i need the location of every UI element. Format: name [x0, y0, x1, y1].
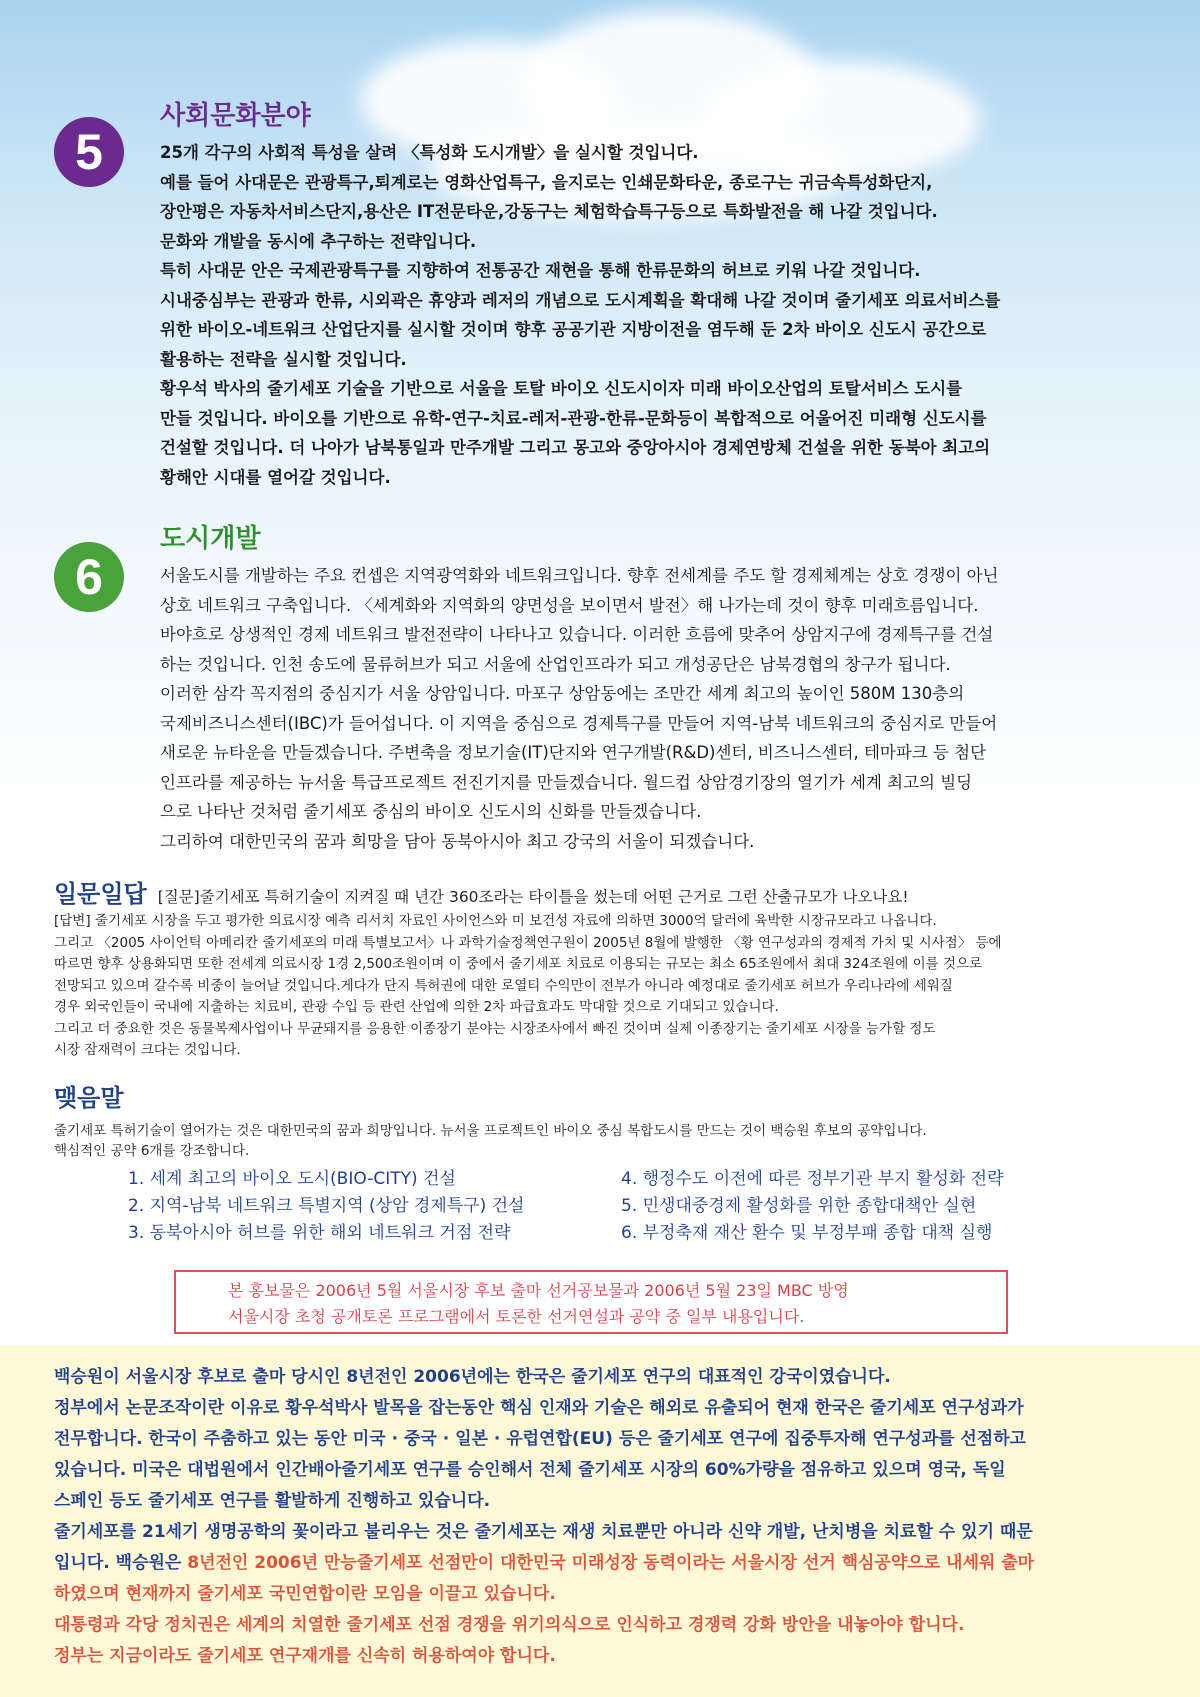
section-6-badge: 6 [54, 542, 124, 612]
notice-line: 본 홍보물은 2006년 5월 서울시장 후보 출마 선거공보물과 2006년 5월 23일 MBC 방영 [228, 1281, 849, 1300]
pledge-column-left [128, 1166, 524, 1247]
qa-question-row [54, 880, 1164, 911]
qa-answer-line: [답변] 줄기세포 시장을 두고 평가한 의료시장 예측 리서치 자료인 사이언스와 미 보건성 자료에 의하면 3000억 달러에 육박한 시장규모라고 나옵니다. [54, 913, 937, 929]
section-5-line: 건설할 것입니다. 더 나아가 남북통일과 만주개발 그리고 몽고와 중앙아시아 경제연방체 건설을 위한 동북아 최고의 [160, 438, 991, 457]
pledge-item: 4. 행정수도 이전에 따른 정부기관 부지 활성화 전략 [621, 1169, 1004, 1189]
footer-panel [0, 1346, 1200, 1697]
footer-line: 하였으며 현재까지 줄기세포 국민연합이란 모임을 이끌고 있습니다. [54, 1584, 556, 1604]
section-6-line: 이러한 삼각 꼭지점의 중심지가 서울 상암입니다. 마포구 상암동에는 조만간 세계 최고의 높이인 580M 130층의 [160, 684, 965, 703]
pledge-item: 6. 부정축재 재산 환수 및 부정부패 종합 대책 실행 [621, 1223, 993, 1243]
section-6-line: 상호 네트워크 구축입니다. 〈세계화와 지역화의 양면성을 보이면서 발전〉해 나가는데 것이 향후 미래흐름입니다. [160, 595, 979, 615]
footer-text [54, 1362, 1034, 1672]
section-5-line: 특히 사대문 안은 국제관광특구를 지향하여 전통공간 재현을 통해 한류문화의 허브로 키워 나갈 것입니다. [160, 261, 921, 280]
section-5-title: 사회문화분야 [160, 101, 311, 131]
section-5-line: 문화와 개발을 동시에 추구하는 전략입니다. [160, 231, 477, 251]
pledge-item: 2. 지역-남북 네트워크 특별지역 (상암 경제특구) 건설 [128, 1196, 525, 1216]
notice-box [174, 1270, 1008, 1334]
footer-line: 스페인 등도 줄기세포 연구를 활발하게 진행하고 있습니다. [54, 1491, 491, 1511]
section-6-line: 인프라를 제공하는 뉴서울 특급프로젝트 전진기지를 만들겠습니다. 월드컵 상암경기장의 열기가 세계 최고의 빌딩 [160, 772, 973, 792]
qa-answer-line: 따르면 향후 상용화되면 또한 전세계 의료시장 1경 2,500조원이며 이 중에서 줄기세포 치료로 이용되는 규모는 최소 65조원에서 최대 324조원에 이를 것으로 [54, 956, 983, 972]
footer-line-blue: 입니다. 백승원은 [54, 1553, 188, 1573]
closing-section [54, 1083, 1164, 1161]
closing-title: 맺음말 [54, 1084, 124, 1112]
footer-line: 전무합니다. 한국이 주춤하고 있는 동안 미국 · 중국 · 일본 · 유럽연합(EU) 등은 줄기세포 연구에 집중투자해 연구성과를 선점하고 [54, 1429, 1027, 1449]
section-5-line: 25개 각구의 사회적 특성을 살려 〈특성화 도시개발〉을 실시할 것입니다. [160, 143, 699, 162]
qa-question: [질문]줄기세포 특허기술이 지켜질 때 년간 360조라는 타이틀을 썼는데 어떤 근거로 그런 산출규모가 나오나요! [157, 888, 909, 906]
closing-line: 줄기세포 특허기술이 열어가는 것은 대한민국의 꿈과 희망입니다. 뉴서울 프로젝트인 바이오 중심 복합도시를 만드는 것이 백승원 후보의 공약입니다. [54, 1123, 927, 1139]
qa-answer-line: 그리고 〈2005 사이언틱 아메리칸 줄기세포의 미래 특별보고서〉나 과학기술정책연구원이 2005년 8월에 발행한 〈황 연구성과의 경제적 가치 및 시사점〉 등에 [54, 934, 1002, 951]
qa-answer-line: 경우 외국인들이 국내에 지출하는 치료비, 관광 수입 등 관련 산업에 의한 2차 파급효과도 막대할 것으로 기대되고 있습니다. [54, 999, 779, 1015]
qa-answer-line: 전망되고 있으며 갈수록 비중이 늘어날 것입니다.게다가 단지 특허권에 대한 로열티 수익만이 전부가 아니라 예정대로 줄기세포 허브가 우리나라에 세워질 [54, 977, 953, 994]
section-5-line: 예를 들어 사대문은 관광특구,퇴계로는 영화산업특구, 을지로는 인쇄문화타운, 종로구는 귀금속특성화단지, [160, 172, 933, 192]
section-5-line: 황우석 박사의 줄기세포 기술을 기반으로 서울을 토탈 바이오 신도시이자 미래 바이오산업의 토탈서비스 도시를 [160, 379, 963, 398]
notice-line: 서울시장 초청 공개토론 프로그램에서 토론한 선거연설과 공약 중 일부 내용입니다. [228, 1307, 805, 1326]
closing-line: 핵심적인 공약 6개를 강조합니다. [54, 1143, 250, 1159]
footer-line: 백승원이 서울시장 후보로 출마 당시인 8년전인 2006년에는 한국은 줄기세포 연구의 대표적인 강국이였습니다. [54, 1367, 891, 1387]
section-5-badge: 5 [54, 117, 124, 187]
pledge-item: 1. 세계 최고의 바이오 도시(BIO-CITY) 건설 [128, 1169, 456, 1189]
pledge-column-right [621, 1166, 1004, 1247]
section-6-line: 새로운 뉴타운을 만들겠습니다. 주변축을 정보기술(IT)단지와 연구개발(R&D)센터, 비즈니스센터, 테마파크 등 첨단 [160, 743, 987, 762]
footer-line: 있습니다. 미국은 대법원에서 인간배아줄기세포 연구를 승인해서 전체 줄기세포 시장의 60%가량을 점유하고 있으며 영국, 독일 [54, 1460, 1006, 1480]
footer-line: 줄기세포를 21세기 생명공학의 꽃이라고 불리우는 것은 줄기세포는 재생 치료뿐만 아니라 신약 개발, 난치병을 치료할 수 있기 때문 [54, 1522, 1033, 1542]
footer-line: 정부는 지금이라도 줄기세포 연구재개를 신속히 허용하여야 합니다. [54, 1646, 556, 1666]
section-5-line: 황해안 시대를 열어갈 것입니다. [160, 467, 391, 487]
footer-line [54, 1548, 1034, 1579]
footer-line: 대통령과 각당 정치권은 세계의 치열한 줄기세포 선점 경쟁을 위기의식으로 인식하고 경쟁력 강화 방안을 내놓아야 합니다. [54, 1615, 965, 1635]
footer-line-red: 8년전인 2006년 만능줄기세포 선점만이 대한민국 미래성장 동력이라는 서울시장 선거 핵심공약으로 내세워 출마 [187, 1553, 1035, 1573]
section-6-line: 서울도시를 개발하는 주요 컨셉은 지역광역화와 네트워크입니다. 향후 전세계를 주도 할 경제체계는 상호 경쟁이 아닌 [160, 566, 999, 585]
pledge-item: 5. 민생대중경제 활성화를 위한 종합대책안 실현 [621, 1196, 977, 1216]
section-5-line: 위한 바이오-네트워크 산업단지를 실시할 것이며 향후 공공기관 지방이전을 염두해 둔 2차 바이오 신도시 공간으로 [160, 320, 987, 339]
section-urban-development [160, 523, 1160, 856]
pledge-item: 3. 동북아시아 허브를 위한 해외 네트워크 거점 전략 [128, 1223, 511, 1243]
section-5-line: 만들 것입니다. 바이오를 기반으로 유학-연구-치료-레저-관광-한류-문화등이 복합적으로 어울어진 미래형 신도시를 [160, 408, 987, 428]
section-5-line: 장안평은 자동차서비스단지,용산은 IT전문타운,강동구는 체험학습특구등으로 특화발전을 해 나갈 것입니다. [160, 202, 938, 221]
section-6-line: 그리하여 대한민국의 꿈과 희망을 담아 동북아시아 최고 강국의 서울이 되겠습니다. [160, 831, 755, 851]
section-6-title: 도시개발 [160, 524, 261, 554]
qa-answer-line: 시장 잠재력이 크다는 것입니다. [54, 1042, 241, 1058]
section-6-line: 하는 것입니다. 인천 송도에 물류허브가 되고 서울에 산업인프라가 되고 개성공단은 남북경협의 창구가 됩니다. [160, 654, 951, 674]
section-social-culture [160, 100, 1160, 492]
qa-section [54, 880, 1164, 1062]
section-6-line: 바야흐로 상생적인 경제 네트워크 발전전략이 나타나고 있습니다. 이러한 흐름에 맞추어 상암지구에 경제특구를 건설 [160, 625, 994, 644]
qa-label: 일문일답 [54, 880, 147, 908]
section-5-line: 활용하는 전략을 실시할 것입니다. [160, 349, 407, 369]
section-6-line: 으로 나타난 것처럼 줄기세포 중심의 바이오 신도시의 신화를 만들겠습니다. [160, 802, 702, 821]
qa-answer-line: 그리고 더 중요한 것은 동물복제사업이나 무균돼지를 응용한 이종장기 분야는 시장조사에서 빠진 것이며 실제 이종장기는 줄기세포 시장을 능가할 정도 [54, 1020, 936, 1037]
section-6-line: 국제비즈니스센터(IBC)가 들어섭니다. 이 지역을 중심으로 경제특구를 만들어 지역-남북 네트워크의 중심지로 만들어 [160, 713, 998, 733]
section-5-line: 시내중심부는 관광과 한류, 시외곽은 휴양과 레저의 개념으로 도시계획을 확대해 나갈 것이며 줄기세포 의료서비스를 [160, 290, 1001, 310]
footer-line: 정부에서 논문조작이란 이유로 황우석박사 발목을 잡는동안 핵심 인재와 기술은 해외로 유출되어 현재 한국은 줄기세포 연구성과가 [54, 1398, 1024, 1418]
